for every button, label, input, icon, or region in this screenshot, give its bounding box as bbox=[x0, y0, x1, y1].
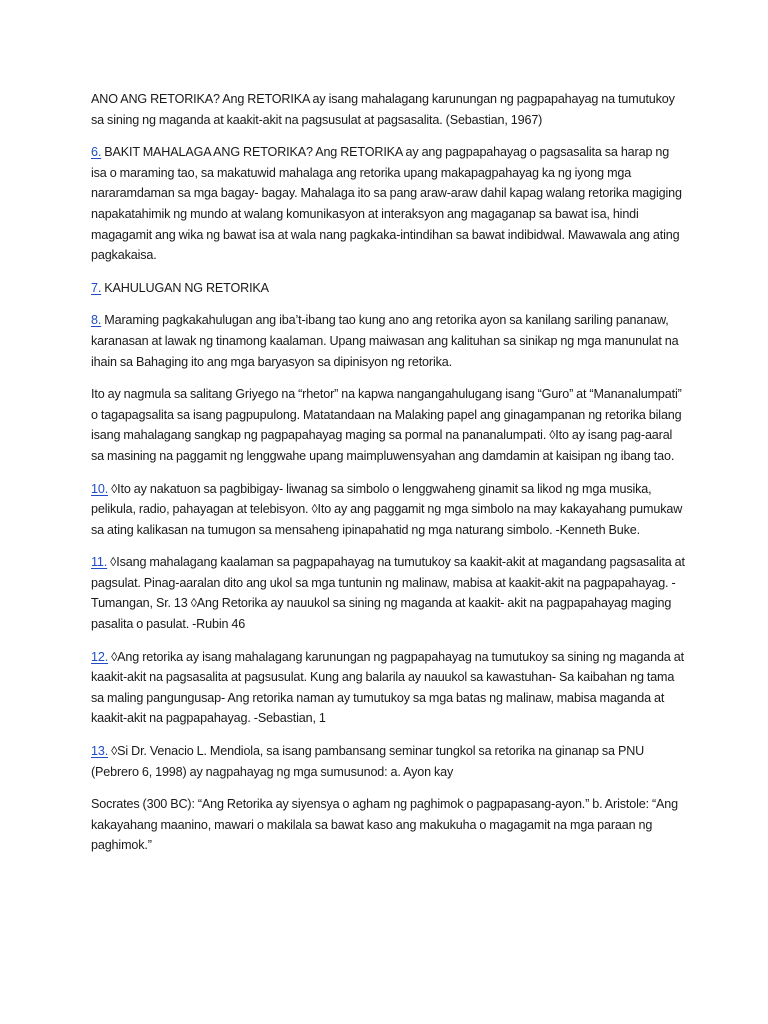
document-body bbox=[91, 89, 686, 868]
paragraph-rhetor-origin bbox=[91, 384, 686, 466]
paragraph-number-link[interactable]: 10. bbox=[91, 481, 109, 496]
paragraph-text: Ito ay nagmula sa salitang Griyego na “rhetor” na kapwa nangangahulugang isang “Guro” at “Mananalumpati” o tagapagsalita sa isang pagpupulong. Matatandaan na Malaking papel ang ginagampanan ng retorika bilang isang mahalagang sangkap ng pagpapahayag maging sa pormal na pananalumpati. ◊Ito ay isang pag-aaral sa masining na paggamit ng lenggwahe upang maimpluwensyahan ang damdamin at kaisipan ng ibang tao. bbox=[91, 387, 682, 463]
paragraph-text: ◊Ang retorika ay isang mahalagang karunungan ng pagpapahayag na tumutukoy sa sining ng maganda at kaakit-akit na pagsasalita at pagsusulat. Kung ang balarila ay nauukol sa kawastuhan- Sa kaibahan ng tama sa maling pangungusap- Ang retorika naman ay tumutukoy sa mga batas ng malinaw, mabisa maganda at kaakit-akit na pagpapahayag. -Sebastian, 1 bbox=[91, 649, 684, 726]
paragraph-text: Socrates (300 BC): “Ang Retorika ay siyensya o agham ng paghimok o pagpapasang-ayon.” b. Aristole: “Ang kakayahang maanino, mawari o makilala sa bawat kaso ang makukuha o magagamit na mga paraan ng paghimok.” bbox=[91, 797, 678, 853]
paragraph-number-link[interactable]: 8. bbox=[91, 313, 102, 328]
paragraph-number-link[interactable]: 12. bbox=[91, 649, 109, 664]
paragraph-text: ◊Si Dr. Venacio L. Mendiola, sa isang pambansang seminar tungkol sa retorika na ginanap sa PNU (Pebrero 6, 1998) ay nagpahayag ng mga sumusunod: a. Ayon kay bbox=[91, 744, 645, 779]
paragraph-number-link[interactable]: 11. bbox=[91, 555, 108, 570]
paragraph-text: BAKIT MAHALAGA ANG RETORIKA? Ang RETORIKA ay ang pagpapahayag o pagsasalita sa harap ng isa o maraming tao, sa makatuwid mahalaga ang retorika upang makapagpahayag ka ng iyong mga nararamdaman sa mga bagay- bagay. Mahalaga ito sa pang araw-araw dahil kapag walang retorika magiging napakatahimik ng mundo at walang komunikasyon at interaksyon ang magaganap sa bawat isa, hindi magagamit ang wika ng bawat isa at wala nang pagkaka-intindihan sa bawat indibidwal. Mawawala ang ating pagkakaisa. bbox=[91, 145, 682, 263]
paragraph-text: Maraming pagkakahulugan ang iba’t-ibang tao kung ano ang retorika ayon sa kanilang sariling pananaw, karanasan at lawak ng tinamong kaalaman. Upang maiwasan ang kalituhan sa sinikap ng mga manunulat na ihain sa Bahaging ito ang mga baryasyon sa dipinisyon ng retorika. bbox=[91, 313, 679, 369]
paragraph-number-link[interactable]: 6. bbox=[91, 145, 102, 160]
paragraph-text: ◊Ito ay nakatuon sa pagbibigay- liwanag sa simbolo o lenggwaheng ginamit sa likod ng mga musika, pelikula, radio, pahayagan at telebisyon. ◊Ito ay ang paggamit ng mga simbolo na may kakayahang pumukaw sa ating kalikasan na tumugon sa mensaheng ipinapahatid ng mga naturang simbolo. -Kenneth Buke. bbox=[91, 481, 683, 537]
paragraph-7 bbox=[91, 278, 686, 299]
paragraph-text: ◊Isang mahalagang kaalaman sa pagpapahayag na tumutukoy sa kaakit-akit at magandang pagsasalita at pagsulat. Pinag-aaralan dito ang ukol sa mga tuntunin ng malinaw, mabisa at kaakit-akit na pagpapahayag. -Tumangan, Sr. 13 ◊Ang Retorika ay nauukol sa sining ng maganda at kaakit- akit na pagpapahayag maging pasalita o pasulat. -Rubin 46 bbox=[91, 555, 685, 632]
paragraph-8 bbox=[91, 310, 686, 372]
paragraph-ano-ang-retorika bbox=[91, 89, 686, 130]
paragraph-text: KAHULUGAN NG RETORIKA bbox=[101, 280, 269, 295]
paragraph-11 bbox=[91, 552, 686, 634]
paragraph-text: ANO ANG RETORIKA? Ang RETORIKA ay isang mahalagang karunungan ng pagpapahayag na tumutukoy sa sining ng maganda at kaakit-akit na pagsusulat at pagsasalita. (Sebastian, 1967) bbox=[91, 92, 675, 127]
paragraph-12 bbox=[91, 647, 686, 729]
paragraph-6 bbox=[91, 142, 686, 266]
paragraph-13 bbox=[91, 741, 686, 782]
paragraph-socrates-aristole bbox=[91, 794, 686, 856]
paragraph-10 bbox=[91, 479, 686, 541]
paragraph-number-link[interactable]: 7. bbox=[91, 280, 102, 295]
paragraph-number-link[interactable]: 13. bbox=[91, 744, 109, 759]
